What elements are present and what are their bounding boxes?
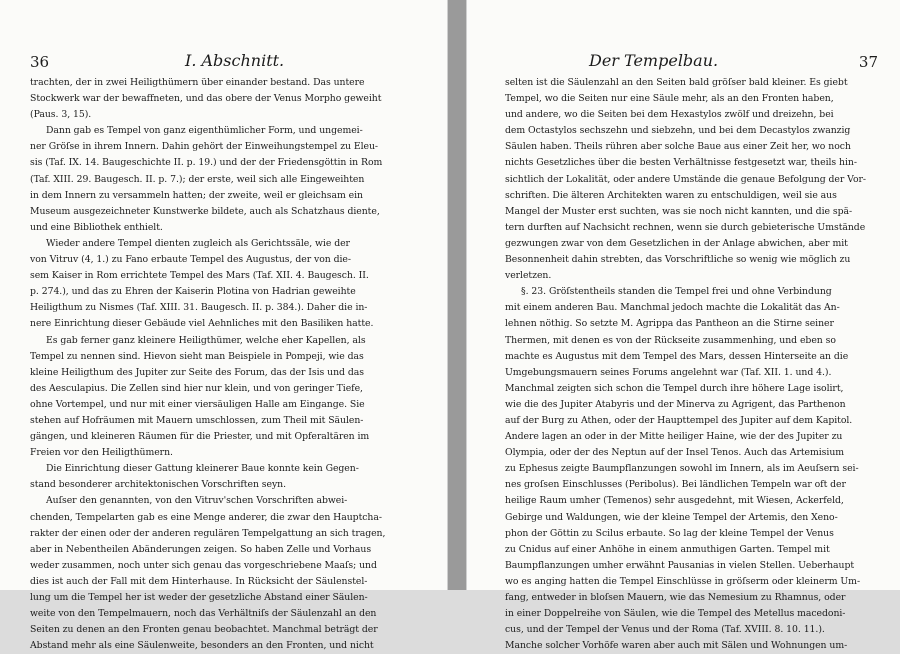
right-page <box>466 0 900 652</box>
text-line: nere Einrichtung dieser Gebäude viel Aehnliches mit den Basiliken hatte. <box>30 318 374 330</box>
text-line: rakter der einen oder der anderen regulären Tempelgattung an sich tragen, <box>30 527 386 539</box>
right-page-body <box>505 75 877 654</box>
text-line: von Vitruv (4, 1.) zu Fano erbaute Tempel des Augustus, der von die- <box>30 254 351 266</box>
text-line: sis (Taf. IX. 14. Baugeschichte II. p. 19.) und der der Friedensgöttin in Rom <box>30 157 383 169</box>
text-line: schriften. Die älteren Architekten waren zu entschuldigen, weil sie aus <box>505 189 837 201</box>
text-line: Mangel der Muster erst suchten, was sie noch nicht kannten, und die spä- <box>505 205 853 217</box>
text-line: p. 274.), und das zu Ehren der Kaiserin Plotina von Hadrian geweihte <box>30 286 356 298</box>
text-line: Manche solcher Vorhöfe waren aber auch mit Sälen und Wohnungen um- <box>505 640 848 652</box>
text-line: Olympia, oder der des Neptun auf der Insel Tenos. Auch das Artemisium <box>505 447 845 459</box>
book-gutter <box>448 0 466 590</box>
text-line: trachten, der in zwei Heiligthümern über einander bestand. Das untere <box>30 77 365 88</box>
left-page-header <box>0 50 447 72</box>
text-line: nes groſsen Einschlusses (Peribolus). Bei ländlichen Tempeln war oft der <box>505 479 846 491</box>
text-line: Gebirge und Waldungen, wie der kleine Tempel der Artemis, den Xeno- <box>505 511 838 523</box>
text-line: Umgebungsmauern seines Forums angelehnt war (Taf. XII. 1. und 4.). <box>505 366 832 378</box>
text-line: §. 23. Gröſstentheils standen die Tempel frei und ohne Verbindung <box>521 286 832 298</box>
text-line: gezwungen zwar von dem Gesetzlichen in der Anlage abwichen, aber mit <box>505 237 848 249</box>
text-line: Manchmal zeigten sich schon die Tempel durch ihre höhere Lage isolirt, <box>505 382 844 394</box>
text-line: weite von den Tempelmauern, noch das Verhältniſs der Säulenzahl an den <box>30 608 377 620</box>
text-line: stand besonderer architektonischen Vorschriften seyn. <box>30 479 287 491</box>
text-line: chenden, Tempelarten gab es eine Menge anderer, die zwar den Hauptcha- <box>30 511 382 523</box>
text-line: lehnen nöthig. So setzte M. Agrippa das Pantheon an die Stirne seiner <box>505 318 834 330</box>
text-line: stehen auf Hofräumen mit Mauern umschlossen, zum Theil mit Säulen- <box>30 414 364 426</box>
text-line: ner Gröſse in ihrem Innern. Dahin gehört der Einweihungstempel zu Eleu- <box>30 141 379 153</box>
left-page-body <box>30 75 430 654</box>
text-line: heilige Raum umher (Temenos) sehr ausgedehnt, mit Wiesen, Ackerfeld, <box>505 495 844 507</box>
text-line: Stockwerk war der bewaffneten, und das obere der Venus Morpho geweiht <box>30 93 382 105</box>
text-line: Museum ausgezeichneter Kunstwerke bildete, auch als Schatzhaus diente, <box>30 205 380 217</box>
text-line: in einer Doppelreihe von Säulen, wie die Tempel des Metellus macedoni- <box>505 608 846 620</box>
text-line: Dann gab es Tempel von ganz eigenthümlicher Form, und ungemei- <box>46 125 363 137</box>
text-line: phon der Göttin zu Scilus erbaute. So lag der kleine Tempel der Venus <box>505 527 834 539</box>
text-line: (Taf. XIII. 29. Baugesch. II. p. 7.); der erste, weil sich alle Eingeweihten <box>30 173 365 185</box>
text-line: aber in Nebentheilen Abänderungen zeigen. So haben Zelle und Vorhaus <box>30 543 372 555</box>
text-line: Es gab ferner ganz kleinere Heiligthümer, welche eher Kapellen, als <box>46 334 366 346</box>
text-line: Abstand mehr als eine Säulenweite, besonders an den Fronten, und nicht <box>30 640 374 652</box>
text-line: Freien vor den Heiligthümern. <box>30 447 173 459</box>
text-line: Seiten zu denen an den Fronten genau beobachtet. Manchmal beträgt der <box>30 624 378 636</box>
text-line: cus, und der Tempel der Venus und der Roma (Taf. XVIII. 8. 10. 11.). <box>505 624 825 636</box>
text-line: wie die des Jupiter Atabyris und der Minerva zu Agrigent, das Parthenon <box>505 398 846 410</box>
text-line: auf der Burg zu Athen, oder der Haupttempel des Jupiter auf dem Kapitol. <box>505 414 853 426</box>
text-line: und andere, wo die Seiten bei dem Hexastylos zwölf und dreizehn, bei <box>505 109 834 121</box>
text-line: wo es anging hatten die Tempel Einschlüsse in gröſserm oder kleinerm Um- <box>505 575 861 587</box>
text-line: mit einem anderen Bau. Manchmal jedoch machte die Lokalität das An- <box>505 302 840 314</box>
text-line: Tempel, wo die Seiten nur eine Säule mehr, als an den Fronten haben, <box>505 93 834 105</box>
right-page-header <box>467 50 900 72</box>
text-line: und eine Bibliothek enthielt. <box>30 221 163 233</box>
text-line: Baumpflanzungen umher erwähnt Pausanias in vielen Stellen. Ueberhaupt <box>505 559 855 571</box>
text-line: Heiligthum zu Nismes (Taf. XIII. 31. Baugesch. II. p. 384.). Daher die in- <box>30 302 368 314</box>
left-page-header-title: I. Abschnitt. <box>185 51 285 70</box>
text-line: selten ist die Säulenzahl an den Seiten bald gröſser bald kleiner. Es giebt <box>505 77 848 88</box>
text-line: weder zusammen, noch unter sich genau das vorgeschriebene Maaſs; und <box>30 559 377 571</box>
text-line: sem Kaiser in Rom errichtete Tempel des Mars (Taf. XII. 4. Baugesch. II. <box>30 270 369 282</box>
text-line: machte es Augustus mit dem Tempel des Mars, dessen Hinterseite an die <box>505 350 849 362</box>
text-line: verletzen. <box>505 270 552 282</box>
left-page-number: 36 <box>30 53 50 71</box>
text-line: dies ist auch der Fall mit dem Hinterhause. In Rücksicht der Säulenstel- <box>30 575 368 587</box>
text-line: gängen, und kleineren Räumen für die Priester, und mit Opferaltären im <box>30 431 370 443</box>
text-line: des Aesculapius. Die Zellen sind hier nur klein, und von geringer Tiefe, <box>30 382 363 394</box>
text-line: Tempel zu nennen sind. Hievon sieht man Beispiele in Pompeji, wie das <box>30 350 364 362</box>
text-line: Andere lagen an oder in der Mitte heiliger Haine, wie der des Jupiter zu <box>505 431 843 443</box>
text-line: (Paus. 3, 15). <box>30 109 92 121</box>
text-line: nichts Gesetzliches über die besten Verhältnisse festgesetzt war, theils hin- <box>505 157 857 169</box>
text-line: in dem Innern zu versammeln hatten; der zweite, weil er gleichsam ein <box>30 189 363 201</box>
text-line: zu Ephesus zeigte Baumpflanzungen sowohl im Innern, als im Aeuſsern sei- <box>505 463 859 475</box>
right-page-header-title: Der Tempelbau. <box>589 51 719 70</box>
text-line: fang, entweder in bloſsen Mauern, wie das Nemesium zu Rhamnus, oder <box>505 592 846 603</box>
text-line: Thermen, mit denen es von der Rückseite zusammenhing, und eben so <box>505 334 836 346</box>
text-line: Die Einrichtung dieser Gattung kleinerer Baue konnte kein Gegen- <box>46 463 359 475</box>
text-line: zu Cnidus auf einer Anhöhe in einem anmuthigen Garten. Tempel mit <box>505 543 830 555</box>
text-line: Wieder andere Tempel dienten zugleich als Gerichtssäle, wie der <box>46 237 350 249</box>
text-line: lung um die Tempel her ist weder der gesetzliche Abstand einer Säulen- <box>30 592 368 603</box>
left-page <box>0 0 448 652</box>
text-line: dem Octastylos sechszehn und siebzehn, und bei dem Decastylos zwanzig <box>505 125 851 137</box>
text-line: sichtlich der Lokalität, oder andere Umstände die genaue Befolgung der Vor- <box>505 173 867 185</box>
text-line: ohne Vortempel, und nur mit einer viersäuligen Halle am Eingange. Sie <box>30 398 365 410</box>
text-line: Auſser den genannten, von den Vitruv'schen Vorschriften abwei- <box>46 495 348 507</box>
text-line: Säulen haben. Theils rühren aber solche Baue aus einer Zeit her, wo noch <box>505 141 851 153</box>
text-line: tern durften auf Nachsicht rechnen, wenn sie durch gebieterische Umstände <box>505 221 866 233</box>
text-line: Besonnenheit dahin strebten, das Vorschriftliche so wenig wie möglich zu <box>505 254 851 266</box>
right-page-number: 37 <box>858 53 878 71</box>
text-line: kleine Heiligthum des Jupiter zur Seite des Forum, das der Isis und das <box>30 366 364 378</box>
